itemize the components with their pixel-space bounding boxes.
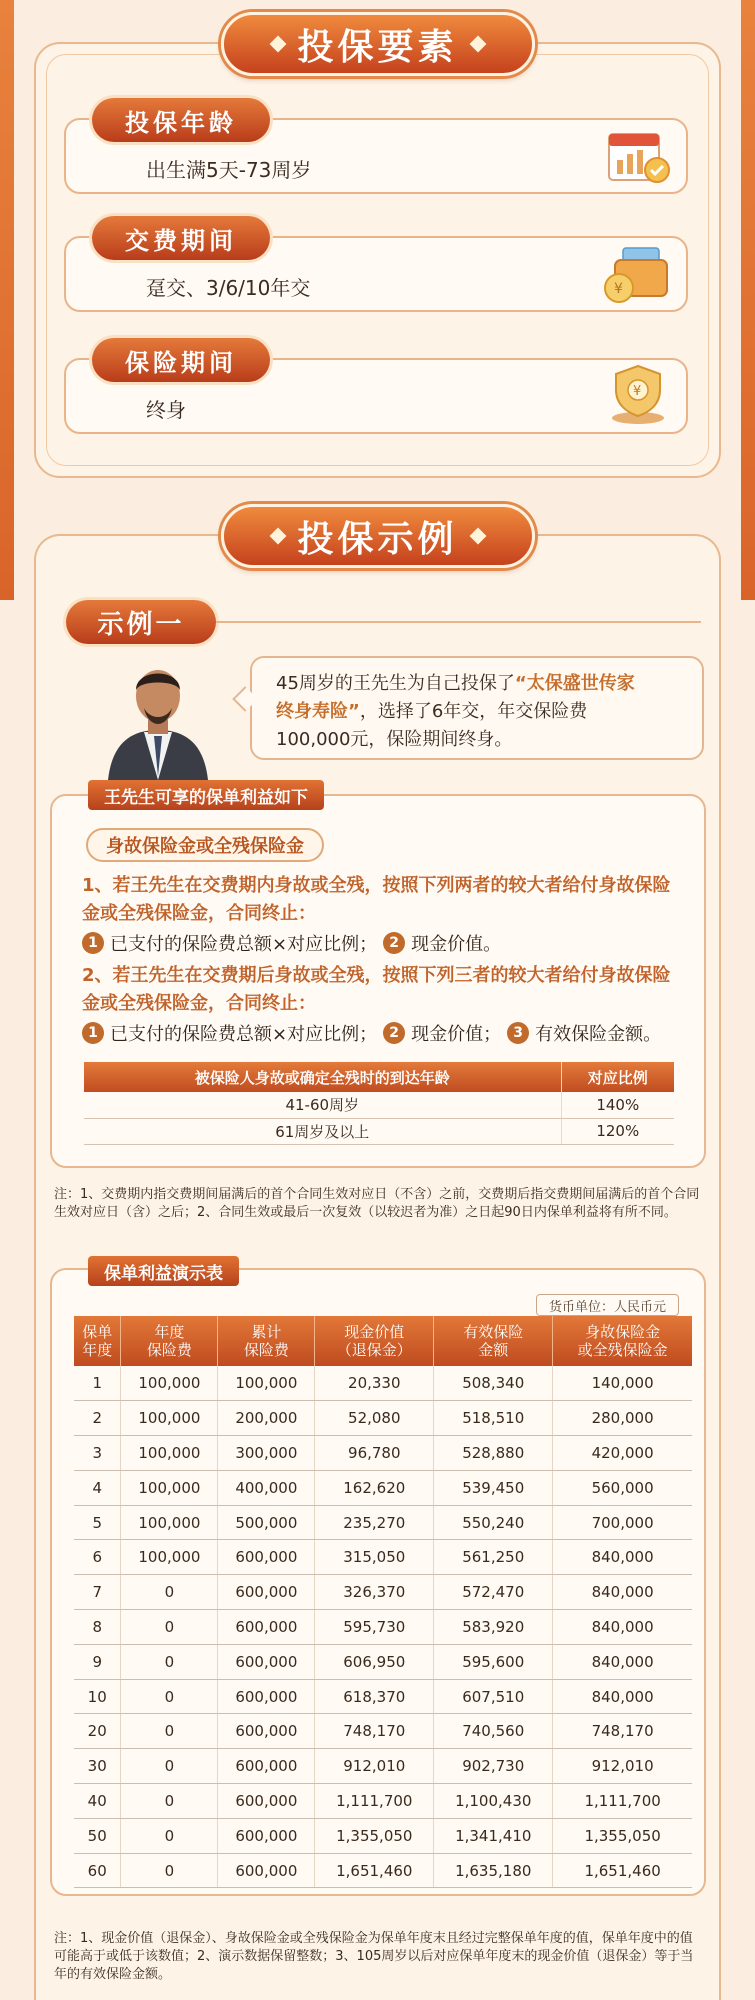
demo-ribbon: 保单利益演示表: [88, 1256, 239, 1286]
product-name-part1: “太保盛世传家: [514, 673, 635, 694]
rule1-items: [82, 930, 501, 956]
table-cell: 60: [74, 1853, 121, 1888]
policy-year-header: 保单 年度: [74, 1316, 121, 1366]
table-cell: 912,010: [315, 1749, 434, 1784]
rule2-heading: 2、若王先生在交费期后身故或全残，按照下列三者的较大者给付身故保险金或全残保险金，合同终止：: [82, 965, 671, 1014]
table-cell: 140,000: [553, 1366, 692, 1401]
table-cell: 550,240: [434, 1505, 553, 1540]
table-cell: 200,000: [218, 1401, 315, 1436]
table-cell: 840,000: [553, 1644, 692, 1679]
table-row: [74, 1575, 692, 1610]
table-cell: 618,370: [315, 1679, 434, 1714]
example-one-tag: 示例一: [66, 600, 216, 644]
shield-coin-icon: [601, 362, 675, 426]
ratio-column-header: 对应比例: [561, 1062, 674, 1092]
sum-insured-header: 有效保险 金额: [434, 1316, 553, 1366]
table-cell: 280,000: [553, 1401, 692, 1436]
ratio-table: [84, 1062, 674, 1145]
table-row: [74, 1784, 692, 1819]
demo-note: 注：1、现金价值（退保金）、身故保险金或全残保险金为保单年度末且经过完整保单年度的值，保单年度中的值可能高于或低于该数值；2、演示数据保留整数；3、105周岁以后对应保单年度末的现金价值（退保金）等于当年的有效保险金额。: [54, 1931, 694, 1982]
table-cell: 528,880: [434, 1436, 553, 1471]
table-cell: 400,000: [218, 1470, 315, 1505]
table-cell: 572,470: [434, 1575, 553, 1610]
age-column-header: 被保险人身故或确定全残时的到达年龄: [84, 1062, 561, 1092]
table-row: [74, 1540, 692, 1575]
table-row: [74, 1853, 692, 1888]
death-benefit-header: 身故保险金 或全残保险金: [553, 1316, 692, 1366]
table-cell: 600,000: [218, 1714, 315, 1749]
table-row: [74, 1749, 692, 1784]
table-cell: 1,111,700: [553, 1784, 692, 1819]
rule1-heading: 1、若王先生在交费期内身故或全残，按照下列两者的较大者给付身故保险金或全残保险金，合同终止：: [82, 875, 671, 924]
table-cell: 100,000: [121, 1540, 218, 1575]
table-cell: 52,080: [315, 1401, 434, 1436]
table-cell: 518,510: [434, 1401, 553, 1436]
table-cell: 1,651,460: [553, 1853, 692, 1888]
left-decor-stripe: [0, 0, 14, 600]
table-cell: 1,100,430: [434, 1784, 553, 1819]
businessman-avatar: [100, 656, 216, 780]
table-cell: 326,370: [315, 1575, 434, 1610]
table-cell: 902,730: [434, 1749, 553, 1784]
number-1-icon: 1: [82, 1022, 104, 1044]
number-1-icon: 1: [82, 932, 104, 954]
elements-section-title: 投保要素: [297, 26, 458, 68]
table-cell: 1,635,180: [434, 1853, 553, 1888]
banner-diamond-right: [469, 36, 486, 53]
table-row: [74, 1436, 692, 1471]
example-section-title: 投保示例: [297, 518, 458, 560]
table-cell: 595,730: [315, 1610, 434, 1645]
example-section-banner: [220, 504, 534, 568]
example-description-bubble: [250, 656, 704, 760]
table-cell: 0: [121, 1610, 218, 1645]
table-cell: 3: [74, 1436, 121, 1471]
table-cell: 600,000: [218, 1679, 315, 1714]
table-cell: 1,355,050: [553, 1818, 692, 1853]
table-cell: 561,250: [434, 1540, 553, 1575]
table-cell: 6: [74, 1540, 121, 1575]
table-cell: 912,010: [553, 1749, 692, 1784]
table-cell: 9: [74, 1644, 121, 1679]
wallet-coins-icon: [601, 242, 675, 306]
table-cell: 0: [121, 1644, 218, 1679]
table-row: [74, 1505, 692, 1540]
table-cell: 162,620: [315, 1470, 434, 1505]
table-cell: 20: [74, 1714, 121, 1749]
number-2-icon: 2: [383, 932, 405, 954]
right-decor-stripe: [741, 0, 755, 600]
table-cell: 61周岁及以上: [84, 1118, 561, 1144]
table-cell: 595,600: [434, 1644, 553, 1679]
payment-value: 趸交、3/6/10年交: [146, 276, 311, 300]
table-cell: 600,000: [218, 1644, 315, 1679]
table-cell: 840,000: [553, 1679, 692, 1714]
table-cell: 583,920: [434, 1610, 553, 1645]
table-cell: 140%: [561, 1092, 674, 1118]
table-row: [74, 1818, 692, 1853]
banner-diamond-right: [469, 528, 486, 545]
product-name-part2: 终身寿险”: [276, 701, 360, 722]
table-cell: 100,000: [121, 1401, 218, 1436]
demo-table-body: [74, 1366, 692, 1888]
bubble-text-prefix: 45周岁的王先生为自己投保了: [276, 673, 515, 694]
table-cell: 740,560: [434, 1714, 553, 1749]
table-cell: 0: [121, 1749, 218, 1784]
elements-section-banner: [220, 12, 534, 76]
table-cell: 508,340: [434, 1366, 553, 1401]
table-cell: 600,000: [218, 1784, 315, 1819]
currency-unit-label: 货币单位：人民币元: [536, 1294, 679, 1316]
table-row: [74, 1366, 692, 1401]
table-cell: 600,000: [218, 1610, 315, 1645]
table-row: [74, 1644, 692, 1679]
payment-tag: 交费期间: [92, 216, 270, 260]
number-2-icon: 2: [383, 1022, 405, 1044]
cash-value-header: 现金价值 （退保金）: [315, 1316, 434, 1366]
table-cell: 5: [74, 1505, 121, 1540]
table-cell: 20,330: [315, 1366, 434, 1401]
table-cell: 100,000: [121, 1366, 218, 1401]
example-divider: [216, 621, 701, 623]
coverage-value: 终身: [146, 398, 186, 422]
table-cell: 300,000: [218, 1436, 315, 1471]
table-cell: 8: [74, 1610, 121, 1645]
table-cell: 420,000: [553, 1436, 692, 1471]
rule2-item2: 现金价值；: [411, 1024, 502, 1045]
table-cell: 1,341,410: [434, 1818, 553, 1853]
table-cell: 100,000: [121, 1505, 218, 1540]
banner-diamond-left: [269, 36, 286, 53]
table-cell: 96,780: [315, 1436, 434, 1471]
table-cell: 1,651,460: [315, 1853, 434, 1888]
table-cell: 2: [74, 1401, 121, 1436]
table-cell: 0: [121, 1818, 218, 1853]
rule1-item1: 已支付的保险费总额×对应比例；: [110, 934, 378, 955]
table-cell: 0: [121, 1784, 218, 1819]
table-cell: 40: [74, 1784, 121, 1819]
table-cell: 30: [74, 1749, 121, 1784]
svg-text:¥: ¥: [633, 384, 642, 399]
table-cell: 41-60周岁: [84, 1092, 561, 1118]
table-cell: 748,170: [553, 1714, 692, 1749]
rule2-items: [82, 1020, 661, 1046]
ratio-table-header: [84, 1062, 674, 1092]
rule2-item3: 有效保险金额。: [535, 1024, 662, 1045]
table-cell: 100,000: [121, 1436, 218, 1471]
table-cell: 606,950: [315, 1644, 434, 1679]
number-3-icon: 3: [507, 1022, 529, 1044]
table-cell: 607,510: [434, 1679, 553, 1714]
table-cell: 560,000: [553, 1470, 692, 1505]
table-cell: 100,000: [218, 1366, 315, 1401]
table-cell: 100,000: [121, 1470, 218, 1505]
table-cell: 700,000: [553, 1505, 692, 1540]
table-cell: 0: [121, 1679, 218, 1714]
table-cell: 1,111,700: [315, 1784, 434, 1819]
table-row: [74, 1610, 692, 1645]
table-row: [74, 1679, 692, 1714]
table-cell: 600,000: [218, 1575, 315, 1610]
age-tag: 投保年龄: [92, 98, 270, 142]
table-row: [84, 1092, 674, 1118]
calendar-chart-icon: [601, 124, 675, 188]
table-cell: 840,000: [553, 1575, 692, 1610]
rule1-item2: 现金价值。: [411, 934, 502, 955]
table-row: [84, 1118, 674, 1144]
table-cell: 840,000: [553, 1610, 692, 1645]
table-cell: 235,270: [315, 1505, 434, 1540]
table-cell: 600,000: [218, 1818, 315, 1853]
table-cell: 840,000: [553, 1540, 692, 1575]
age-value: 出生满5天-73周岁: [146, 158, 312, 182]
table-cell: 120%: [561, 1118, 674, 1144]
svg-text:¥: ¥: [614, 281, 623, 297]
coverage-tag: 保险期间: [92, 338, 270, 382]
table-cell: 0: [121, 1714, 218, 1749]
period-definition-note: 注：1、交费期内指交费期间届满后的首个合同生效对应日（不含）之前，交费期后指交费期间届满后的首个合同生效对应日（含）之后；2、合同生效或最后一次复效（以较迟者为准）之日起90日内保单利益将有所不同。: [54, 1187, 700, 1220]
table-cell: 0: [121, 1575, 218, 1610]
table-row: [74, 1401, 692, 1436]
table-row: [74, 1714, 692, 1749]
rule2-item1: 已支付的保险费总额×对应比例；: [110, 1024, 378, 1045]
table-cell: 4: [74, 1470, 121, 1505]
table-cell: 0: [121, 1853, 218, 1888]
table-cell: 1,355,050: [315, 1818, 434, 1853]
table-cell: 600,000: [218, 1540, 315, 1575]
table-cell: 315,050: [315, 1540, 434, 1575]
table-cell: 539,450: [434, 1470, 553, 1505]
benefit-demo-table: [74, 1316, 692, 1888]
table-cell: 748,170: [315, 1714, 434, 1749]
table-cell: 10: [74, 1679, 121, 1714]
table-cell: 500,000: [218, 1505, 315, 1540]
demo-table-header: [74, 1316, 692, 1366]
bubble-text-middle: ，选择了6年交，年交保险费: [359, 701, 588, 722]
cumulative-premium-header: 累计 保险费: [218, 1316, 315, 1366]
table-cell: 600,000: [218, 1749, 315, 1784]
bubble-text-end: 100,000元，保险期间终身。: [276, 729, 513, 750]
benefit-ribbon: 王先生可享的保单利益如下: [88, 780, 324, 810]
annual-premium-header: 年度 保险费: [121, 1316, 218, 1366]
table-cell: 1: [74, 1366, 121, 1401]
banner-diamond-left: [269, 528, 286, 545]
table-row: [74, 1470, 692, 1505]
benefit-type-pill: 身故保险金或全残保险金: [86, 828, 324, 862]
table-cell: 50: [74, 1818, 121, 1853]
table-cell: 600,000: [218, 1853, 315, 1888]
table-cell: 7: [74, 1575, 121, 1610]
